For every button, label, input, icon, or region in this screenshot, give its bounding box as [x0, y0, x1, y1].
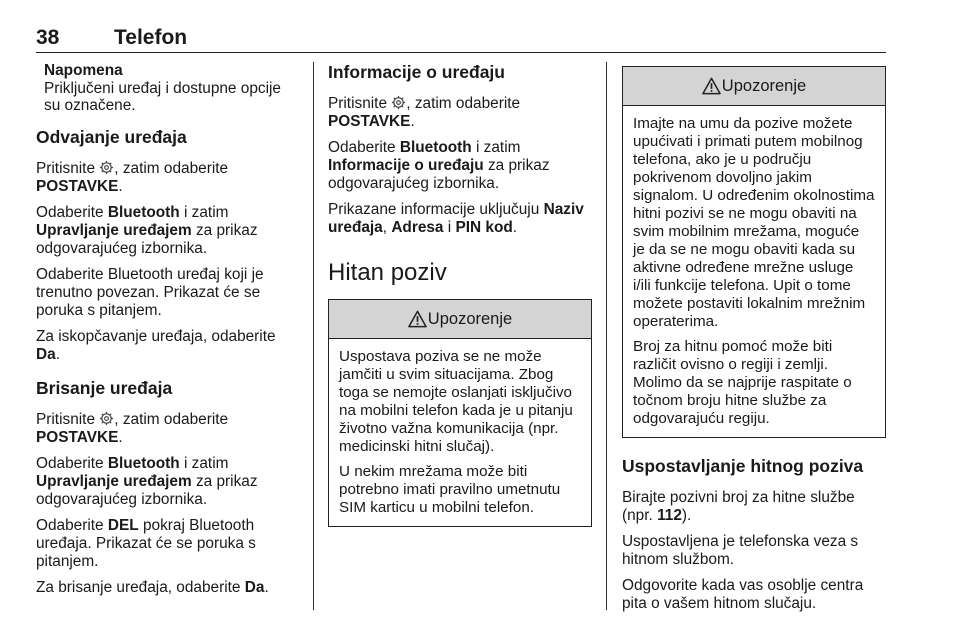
paragraph: Pritisnite , zatim odaberite POSTAVKE.: [328, 95, 521, 130]
settings-icon: [99, 411, 114, 426]
paragraph: Za brisanje uređaja, odaberite Da.: [36, 578, 269, 596]
column-middle: [328, 62, 592, 545]
warning-triangle-icon: [702, 77, 721, 95]
heading-delete-device: Brisanje uređaja: [36, 377, 173, 398]
paragraph: Odaberite Bluetooth uređaj koji je trenutno povezan. Prikazat će se poruka s pitanjem.: [36, 265, 264, 319]
warning-text: Uspostava poziva se ne može jamčiti u svim situacijama. Zbog toga se nemojte oslanjati isključivo na mobilni telefon kada je u pitanju životno važna komunikacija (npr. medicinski hitni slučaj).: [339, 348, 573, 455]
warning-triangle-icon: [408, 310, 427, 328]
paragraph: Odaberite Bluetooth i zatim Upravljanje uređajem za prikaz odgovarajućeg izbornika.: [36, 203, 258, 257]
note-title: Napomena: [44, 62, 123, 79]
paragraph: Odaberite Bluetooth i zatim Upravljanje uređajem za prikaz odgovarajućeg izbornika.: [36, 454, 258, 508]
settings-icon: [99, 160, 114, 175]
column-left: [36, 62, 298, 605]
settings-icon: [391, 95, 406, 110]
heading-emergency-call: Hitan poziv: [328, 259, 447, 286]
heading-device-info: Informacije o uređaju: [328, 62, 505, 82]
warning-header: [329, 300, 591, 339]
page-number: 38: [36, 26, 60, 49]
paragraph: Odaberite DEL pokraj Bluetooth uređaja. Prikazat će se poruka s pitanjem.: [36, 516, 256, 570]
page-header: [36, 26, 886, 53]
note-body: Priključeni uređaj i dostupne opcije su označene.: [44, 79, 281, 114]
paragraph: Za iskopčavanje uređaja, odaberite Da.: [36, 327, 276, 363]
warning-title: Upozorenje: [427, 309, 513, 328]
column-divider-1: [313, 62, 314, 610]
warning-box: [622, 66, 886, 438]
warning-text: U nekim mrežama može biti potrebno imati pravilno umetnutu SIM karticu u mobilni telefon.: [339, 463, 561, 516]
column-right: [622, 66, 886, 621]
warning-header: [623, 67, 885, 106]
paragraph: Odaberite Bluetooth i zatim Informacije o uređaju za prikaz odgovarajućeg izbornika.: [328, 139, 550, 192]
warning-text: Broj za hitnu pomoć može biti različit ovisno o regiji i zemlji. Molimo da se najprije raspitate o točnom broju hitne službe za odgovarajuću regiju.: [633, 338, 852, 427]
paragraph: Prikazane informacije uključuju Naziv uređaja, Adresa i PIN kod.: [328, 201, 584, 236]
heading-disconnect-device: Odvajanje uređaja: [36, 126, 187, 147]
warning-title: Upozorenje: [721, 76, 807, 95]
paragraph: Pritisnite , zatim odaberite POSTAVKE.: [36, 159, 229, 195]
warning-box: [328, 299, 592, 527]
paragraph: Odgovorite kada vas osoblje centra pita o vašem hitnom slučaju.: [622, 577, 864, 612]
paragraph: Uspostavljena je telefonska veza s hitnom službom.: [622, 533, 859, 568]
heading-making-emergency-call: Uspostavljanje hitnog poziva: [622, 456, 864, 476]
warning-text: Imajte na umu da pozive možete upućivati i primati putem mobilnog telefona, ako je u području pokrivenom dovoljno jakim signalom. U određenim okolnostima hitni pozivi se ne mogu obaviti na svim mobilnim mrežama, moguće je da se ne mogu obaviti kada su aktivne određene mrežne usluge i/ili funkcije telefona. Upit o tome možete postaviti lokalnim mrežnim operaterima.: [633, 115, 875, 330]
paragraph: Birajte pozivni broj za hitne službe (npr. 112).: [622, 489, 855, 524]
column-divider-2: [606, 62, 607, 610]
paragraph: Pritisnite , zatim odaberite POSTAVKE.: [36, 410, 229, 446]
note-box: [44, 62, 298, 115]
section-title: Telefon: [114, 26, 188, 49]
